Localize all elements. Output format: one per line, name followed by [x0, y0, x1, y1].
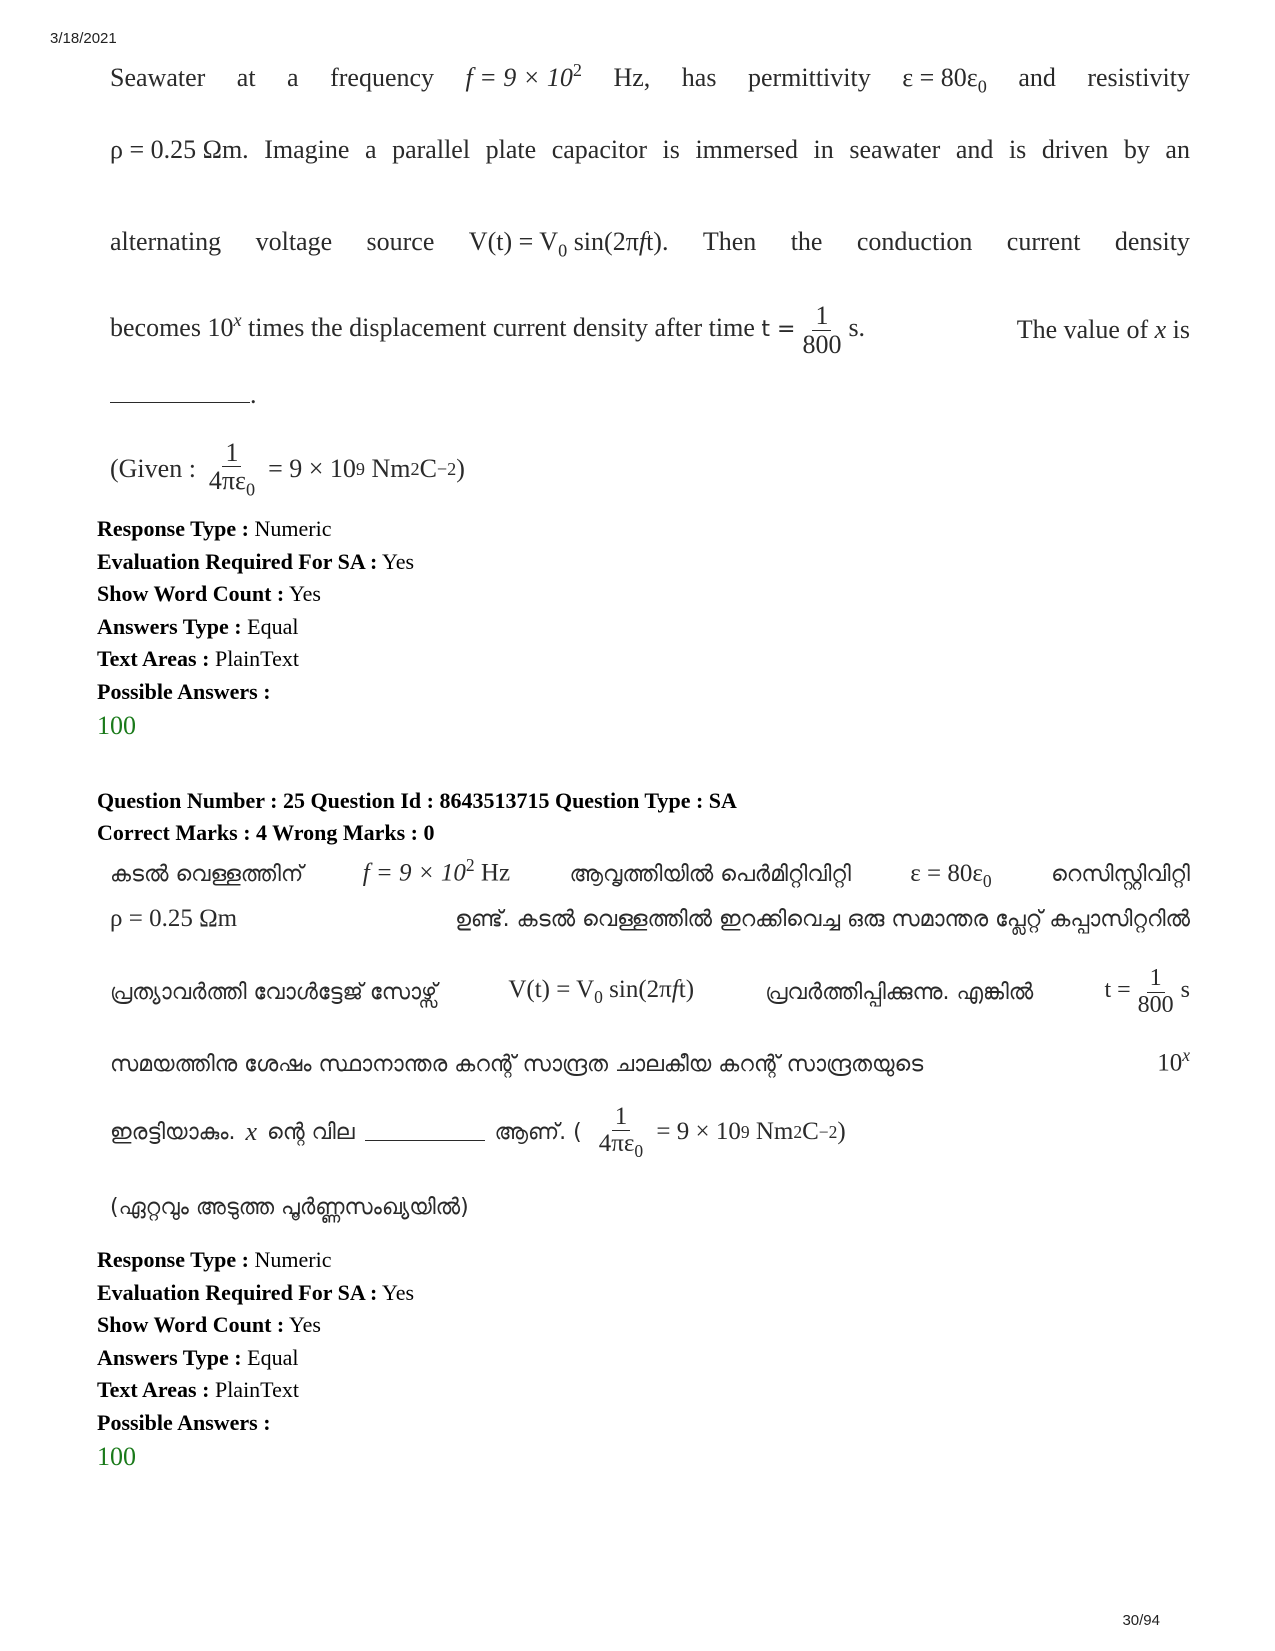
q25-word: സമയത്തിനു ശേഷം സ്ഥാനാന്തര കറന്റ് സാന്ദ്രത ചാലകീയ കറന്റ് സാന്ദ്രതയുടെ [110, 1051, 924, 1077]
fraction-numerator: 1 [812, 302, 831, 330]
q24-word: t = [761, 316, 796, 342]
possible-answers-row [97, 1407, 414, 1440]
q24-word: and [1018, 63, 1056, 92]
q24-word: (Given : [110, 454, 196, 483]
word-count-row [97, 578, 414, 611]
q24-word: The value of [1016, 315, 1149, 344]
q24-word: ε = 80ε [902, 63, 978, 92]
q24-word: Then [702, 227, 757, 256]
q24-word: permittivity [747, 63, 871, 92]
field-value: Equal [247, 613, 299, 639]
response-type-row [97, 513, 414, 546]
field-label: Show Word Count : [97, 1312, 285, 1337]
q25-word: ഉണ്ട്. കടൽ വെള്ളത്തിൽ ഇറക്കിവെച്ച ഒരു സമാന്തര പ്ലേറ്റ് കപ്പാസിറ്ററിൽ [455, 907, 1190, 932]
q25-permittivity-expr [910, 860, 991, 892]
q25-word: 10 [1157, 1049, 1183, 1077]
q24-word: C [419, 454, 437, 483]
evaluation-row [97, 546, 414, 579]
q25-line-1 [110, 855, 1190, 892]
q24-word: at [236, 63, 256, 92]
q24-line-1 [110, 60, 1190, 97]
q25-time-fraction [1135, 966, 1177, 1017]
q24-line-4 [110, 300, 1190, 360]
q25-power-expr [1157, 1045, 1190, 1078]
fraction-numerator: 1 [1147, 966, 1165, 992]
q24-word: alternating [110, 227, 222, 256]
q24-word: frequency [330, 63, 435, 92]
q24-word: V(t) = V [468, 227, 559, 256]
q24-word: a [365, 135, 377, 164]
q25-word: പ്രത്യാവർത്തി വോൾട്ടേജ് സോഴ്സ് [110, 979, 438, 1005]
field-label: Show Word Count : [97, 581, 285, 606]
q24-word: s. [848, 312, 866, 342]
q25-word: ആവൃത്തിയിൽ പെർമിറ്റിവിറ്റി [569, 861, 851, 887]
fraction-numerator: 1 [612, 1104, 631, 1131]
q24-word: voltage [255, 227, 333, 256]
q24-word: . [250, 380, 257, 409]
q25-word: പ്രവർത്തിപ്പിക്കുന്നു. എങ്കിൽ [765, 979, 1034, 1005]
q24-word: 4πε [208, 465, 246, 495]
field-value: PlainText [214, 646, 299, 671]
q24-permittivity-expr [902, 63, 987, 97]
q25-word: s [1180, 977, 1190, 1004]
q25-word: ന്റെ വില [267, 1119, 355, 1145]
q24-word: immersed [695, 135, 798, 164]
answer-blank [110, 384, 250, 403]
q25-time-expr [1104, 966, 1190, 1017]
q25-word: ) [837, 1118, 846, 1145]
q25-word: കടൽ വെള്ളത്തിന് [110, 861, 304, 887]
field-label: Evaluation Required For SA : [97, 548, 378, 574]
marks-info: Correct Marks : 4 Wrong Marks : 0 [97, 820, 435, 845]
q24-word: capacitor [551, 135, 647, 164]
fraction-denominator: 800 [1137, 991, 1174, 1018]
q24-word: becomes 10 [110, 312, 234, 342]
q24-word: sin(2π [573, 227, 639, 256]
q24-word: times the displacement current density after time [248, 312, 755, 342]
q24-line-5 [110, 380, 1190, 410]
question-24-image [110, 55, 1190, 515]
q25-word: Nm [755, 1118, 794, 1145]
q24-word: the [790, 227, 823, 256]
field-value: Numeric [254, 516, 332, 541]
q24-word: 0 [977, 76, 987, 97]
evaluation-row [97, 1277, 414, 1310]
q24-word: in [813, 135, 834, 164]
q24-word: 0 [245, 479, 256, 500]
q25-line-2 [110, 905, 1190, 933]
field-value: Yes [288, 581, 321, 606]
word-count-row [97, 1309, 414, 1342]
field-value: Yes [382, 548, 415, 574]
q24-word: driven [1041, 135, 1109, 164]
q25-word: t) [678, 975, 695, 1003]
question-info: Question Number : 25 Question Id : 8643513715 Question Type : SA [97, 788, 737, 813]
q25-word: t = [1104, 977, 1131, 1004]
q24-line-3 [110, 227, 1190, 261]
q24-word: is [1172, 315, 1190, 344]
fraction-denominator [596, 1131, 646, 1161]
q24-word: Nm [371, 454, 411, 483]
q25-word: Hz [480, 859, 511, 887]
q24-word: current [1006, 227, 1081, 256]
q24-word: 2 [410, 458, 420, 479]
q24-word: an [1165, 135, 1190, 164]
q24-time-fraction [799, 302, 844, 358]
q25-word: 0 [982, 870, 992, 891]
q25-line-3 [110, 962, 1190, 1022]
q25-word: റെസിസ്റ്റിവിറ്റി [1051, 861, 1190, 887]
q24-word: t). [646, 227, 669, 256]
q25-given-expr [592, 1104, 846, 1161]
q24-line-4-left [110, 302, 865, 358]
q24-line-4-right [1017, 315, 1190, 345]
field-value: Yes [382, 1279, 415, 1305]
field-value: Yes [288, 1312, 321, 1337]
field-label: Evaluation Required For SA : [97, 1279, 378, 1305]
q25-frequency-expr [363, 855, 510, 888]
text-areas-row [97, 1374, 414, 1407]
field-label: Answers Type : [97, 613, 242, 639]
q24-word: resistivity [1087, 63, 1190, 92]
answer-blank [365, 1124, 485, 1141]
q25-header [97, 785, 737, 849]
answers-type-row [97, 611, 414, 644]
question-25-image [110, 850, 1190, 1235]
answers-type-row [97, 1342, 414, 1375]
q25-line-6: (ഏറ്റവും അടുത്ത പൂർണ്ണസംഖ്യയിൽ) [110, 1195, 469, 1220]
q24-word: ) [456, 454, 465, 483]
q24-word: is [662, 135, 680, 164]
q25-line-4 [110, 1045, 1190, 1078]
page-number: 30/94 [1122, 1612, 1160, 1629]
q24-word: ρ = 0.25 Ωm. [110, 135, 249, 164]
field-label: Text Areas : [97, 646, 210, 671]
q24-word: by [1123, 135, 1150, 164]
text-areas-row [97, 643, 414, 676]
possible-answers-row [97, 676, 414, 709]
q25-word: 0 [634, 1141, 644, 1161]
print-date: 3/18/2021 [50, 30, 117, 47]
q24-word: is [1008, 135, 1027, 164]
q25-given-fraction [596, 1104, 646, 1161]
field-label: Response Type : [97, 1247, 249, 1272]
q24-given [110, 437, 1190, 501]
q24-word: 2 [572, 60, 582, 80]
q25-word: ഇരട്ടിയാകും. [110, 1119, 236, 1145]
q25-word: 9 [740, 1121, 750, 1142]
response-type-row [97, 1244, 414, 1277]
q24-word: source [366, 227, 435, 256]
q25-word: ആണ്. ( [494, 1119, 582, 1145]
q25-word: ε = 80ε [910, 859, 983, 887]
q25-word: 4πε [598, 1129, 635, 1157]
q24-word: x [233, 309, 242, 330]
q24-word: f [638, 227, 647, 256]
field-label: Text Areas : [97, 1377, 210, 1402]
q24-word: has [681, 63, 717, 92]
fraction-denominator: 800 [802, 329, 842, 359]
q24-word: f = 9 × 10 [465, 63, 573, 92]
field-label: Response Type : [97, 516, 249, 541]
q25-line-5 [110, 1100, 1190, 1164]
q24-word: a [287, 63, 299, 92]
q25-word: sin(2π [609, 975, 672, 1003]
q25-word: C [802, 1118, 819, 1145]
field-label: Possible Answers : [97, 1409, 271, 1435]
q24-word: Hz, [613, 63, 651, 92]
q24-word: density [1114, 227, 1190, 256]
q25-word: f = 9 × 10 [362, 859, 466, 887]
possible-answer: 100 [97, 711, 136, 740]
q24-word: x [1154, 315, 1167, 344]
q24-word: and [955, 135, 994, 164]
q24-word: Imagine [264, 135, 350, 164]
q25-voltage-expr [508, 976, 694, 1008]
q25-word: V(t) = V [508, 975, 595, 1003]
q24-word: = 9 × 10 [268, 454, 356, 483]
q25-word: f [671, 975, 679, 1003]
field-label: Answers Type : [97, 1344, 242, 1370]
q25-word: 2 [793, 1121, 803, 1142]
q24-metadata [97, 513, 414, 744]
q24-word: plate [485, 135, 537, 164]
q24-word: conduction [856, 227, 973, 256]
q25-word: −2 [818, 1121, 838, 1142]
q25-word: x [245, 1117, 258, 1146]
field-value: PlainText [214, 1377, 299, 1402]
q24-word: 9 [355, 458, 365, 479]
fraction-denominator [206, 467, 258, 499]
q25-metadata [97, 1244, 414, 1475]
field-value: Equal [247, 1344, 299, 1370]
field-value: Numeric [254, 1247, 332, 1272]
q24-frequency-expr [466, 60, 582, 93]
q24-word: seawater [849, 135, 941, 164]
q24-word: parallel [392, 135, 471, 164]
possible-answer: 100 [97, 1442, 136, 1471]
q24-word: Seawater [110, 63, 206, 92]
q25-word: x [1182, 1045, 1190, 1065]
q25-word: = 9 × 10 [656, 1118, 741, 1145]
q24-word: −2 [436, 458, 457, 479]
q25-word: 2 [465, 855, 475, 875]
q24-line-2 [110, 135, 1190, 165]
fraction-numerator: 1 [222, 439, 241, 467]
q24-voltage-expr [469, 227, 669, 261]
field-label: Possible Answers : [97, 678, 271, 704]
q24-word: 0 [558, 240, 568, 261]
q24-given-fraction [206, 439, 258, 500]
q25-word: 0 [594, 987, 603, 1008]
q25-word: ρ = 0.25 Ωm [110, 905, 238, 932]
